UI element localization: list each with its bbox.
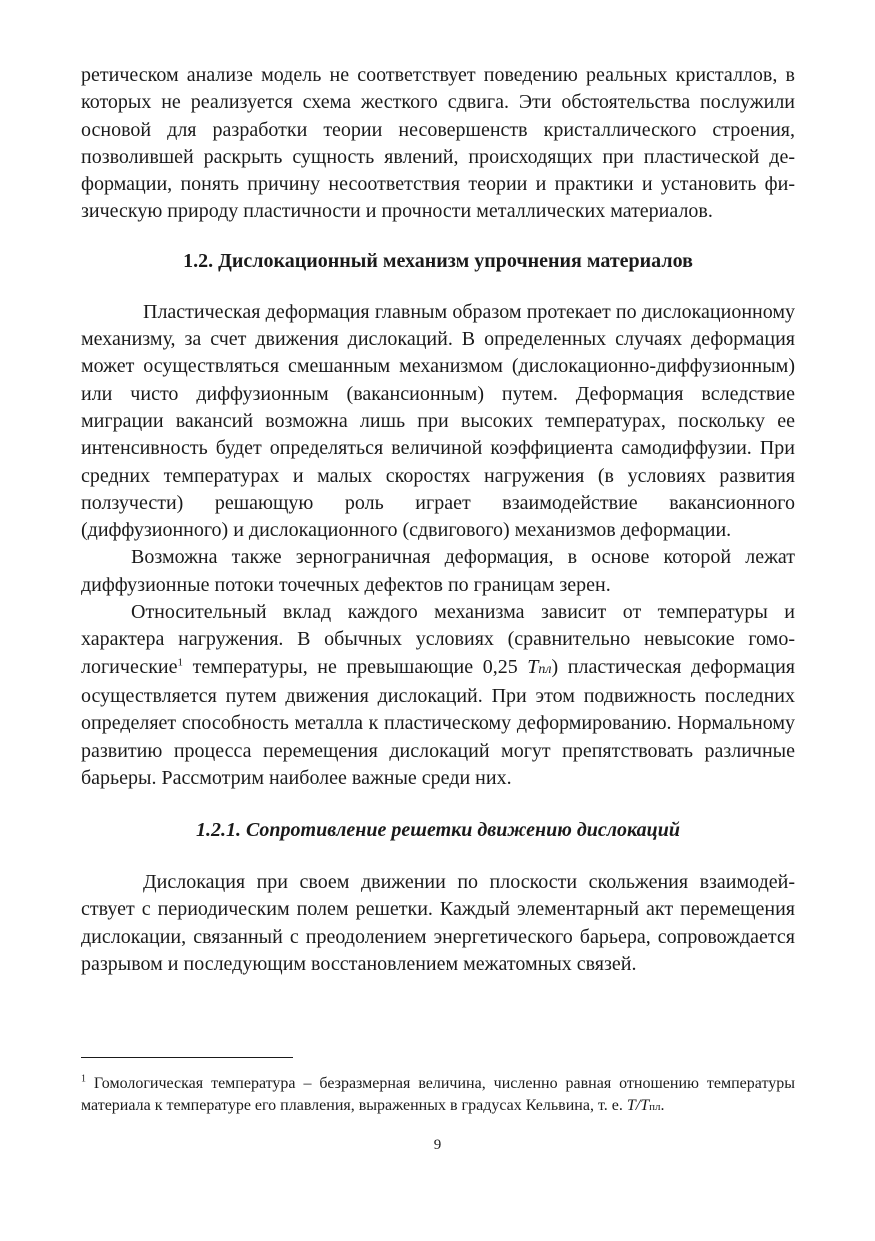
page-number: 9 [433, 1137, 442, 1153]
text-span: температуры, не превышающие 0,25 [183, 655, 528, 678]
temperature-subscript: пл [538, 661, 552, 677]
text-span: ) пластическая деформация осуществляется путем движения дислокаций. При этом подвижность последних определяет способность металла к пластическому деформированию. Нормальному развитию процесса перемещения дислокаций могут препятствовать различные барьеры. Рассмотрим наиболее важные среди них. [81, 655, 795, 789]
footnote-end: . [660, 1097, 665, 1114]
paragraph-plastic-deformation: Пластическая деформация главным образом протекает по дислокационному механизму, за счет движения дислокаций. В определенных случаях деформация может осуществляться смешанным механизмом (дислокационно-диффузионным) или чисто диффузионным (вакансионным) путем. Деформация вследствие миграции вакансий возможна лишь при высоких температурах, поскольку ее интенсивность будет определяться величиной коэффициента самодиффузии. При средних температурах и малых скоростях нагружения (в условиях развития ползучести) решающую роль играет взаимодействие вакансионного (диффузионного) и дислокационного (сдвигового) механизмов деформации. [81, 300, 795, 542]
temperature-symbol: T [527, 655, 539, 678]
footnote-separator [81, 1057, 293, 1058]
footnote-reference: 1 [177, 655, 183, 668]
footnote-formula: T/T [626, 1097, 650, 1114]
footnote [81, 1073, 795, 1118]
paragraph-lattice-resistance: Дислокация при своем движении по плоскости скольжения взаимодействует с периодическим полем решетки. Каждый элементарный акт перемещения дислокации, связанный с преодолением энергетического барьера, сопровождается разрывом и последующим восстановлением межатомных связей. [81, 871, 795, 976]
section-heading: 1.2. Дислокационный механизм упрочнения материалов [183, 249, 693, 272]
paragraph-relative-contribution [81, 599, 795, 792]
page-body [81, 62, 795, 978]
footnote-marker: 1 [81, 1073, 86, 1085]
text-span: Относительный вклад каждого механизма зависит от температуры и характера нагружения. В обычных условиях (сравнительно невысокие гомологические [81, 601, 795, 678]
footnote-text: Гомологическая температура – безразмерная величина, численно равная отношению температуры материала к температуре его плавления, выраженных в градусах Кельвина, т. е. [81, 1075, 795, 1114]
paragraph-continuation: ретическом анализе модель не соответствует поведению реальных кристаллов, в которых не реализуется схема жесткого сдвига. Эти обстоятельства послужили основой для разработки теории несовершенств кристаллического строения, позволившей раскрыть сущность явлений, происходящих при пластической деформации, понять причину несоответствия теории и практики и установить физическую природу пластичности и прочности металлических материалов. [81, 64, 795, 223]
subsection-heading: 1.2.1. Сопротивление решетки движению дислокаций [195, 819, 681, 842]
footnote-formula-subscript: пл [649, 1101, 661, 1113]
paragraph-grain-boundary: Возможна также зернограничная деформация, в основе которой лежат диффузионные потоки точечных дефектов по границам зерен. [81, 546, 795, 596]
